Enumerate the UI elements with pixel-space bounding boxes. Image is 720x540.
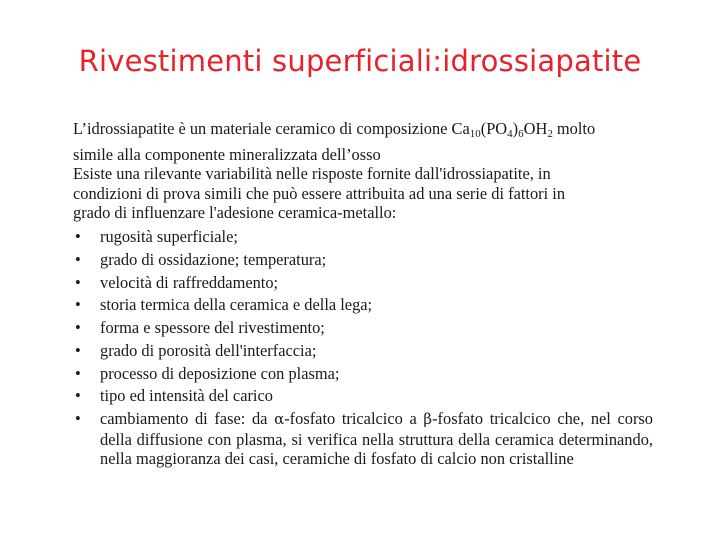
- list-item: [73, 364, 653, 384]
- list-item: [73, 341, 653, 361]
- formula-paren: ): [512, 119, 519, 138]
- subscript-group: 6: [518, 128, 524, 140]
- list-item-text: storia termica della ceramica e della lega;: [100, 295, 373, 315]
- bullet-icon: •: [75, 249, 81, 269]
- paragraph-variability: [73, 164, 653, 223]
- bullet-icon: •: [75, 226, 81, 246]
- composition-line-2: simile alla componente mineralizzata dell’osso: [73, 144, 381, 164]
- factor-list: [73, 227, 653, 469]
- phase-text-c: -fosfato tricalcico che, nel corso della diffusione con plasma, si verifica nella struttura della ceramica determinando, nella maggioranza dei casi, ceramiche di fosfato di calcio non cristalline: [100, 409, 654, 469]
- list-item-text: tipo ed intensità del carico: [100, 386, 273, 406]
- subscript-ca: 10: [469, 128, 481, 140]
- composition-text: L’idrossiapatite è un materiale ceramico di composizione Ca: [73, 119, 470, 138]
- list-item: [73, 318, 653, 338]
- formula-oh: OH: [523, 119, 548, 138]
- bullet-icon: •: [75, 363, 81, 383]
- paragraph-composition: [73, 119, 653, 164]
- alpha-symbol: α: [274, 410, 285, 429]
- slide-title: Rivestimenti superficiali:idrossiapatite: [78, 44, 642, 78]
- list-item: [73, 273, 653, 293]
- variability-line-3: grado di influenzare l'adesione ceramica-metallo:: [73, 203, 397, 223]
- list-item: [73, 386, 653, 406]
- bullet-icon: •: [75, 295, 81, 315]
- list-item-text: grado di ossidazione; temperatura;: [100, 249, 327, 269]
- list-item: [73, 227, 653, 247]
- list-item: [73, 250, 653, 270]
- subscript-o: 4: [507, 128, 513, 140]
- list-item-text: velocità di raffreddamento;: [100, 272, 279, 292]
- beta-symbol: β: [423, 410, 433, 429]
- list-item-phase-change: [73, 409, 653, 469]
- variability-line-2: condizioni di prova simili che può essere attribuita ad una serie di fattori in: [73, 183, 566, 203]
- variability-line-1: Esiste una rilevante variabilità nelle risposte fornite dall'idrossiapatite, in: [73, 164, 551, 184]
- list-item-text: grado di porosità dell'interfaccia;: [100, 340, 317, 360]
- list-item-text: forma e spessore del rivestimento;: [100, 318, 325, 338]
- bullet-icon: •: [75, 386, 81, 406]
- bullet-icon: •: [75, 340, 81, 360]
- phase-text-b: -fosfato tricalcico a: [284, 409, 424, 429]
- phase-text-a: cambiamento di fase: da: [100, 409, 275, 429]
- list-item-text: processo di deposizione con plasma;: [100, 363, 340, 383]
- list-item: [73, 295, 653, 315]
- composition-tail: molto: [552, 119, 596, 138]
- composition-line: [73, 119, 653, 145]
- subscript-h: 2: [547, 128, 553, 140]
- bullet-icon: •: [75, 409, 81, 429]
- list-item-text: rugosità superficiale;: [100, 226, 238, 246]
- slide-content: [73, 119, 653, 472]
- bullet-icon: •: [75, 318, 81, 338]
- bullet-icon: •: [75, 272, 81, 292]
- formula-po: (PO: [480, 119, 508, 138]
